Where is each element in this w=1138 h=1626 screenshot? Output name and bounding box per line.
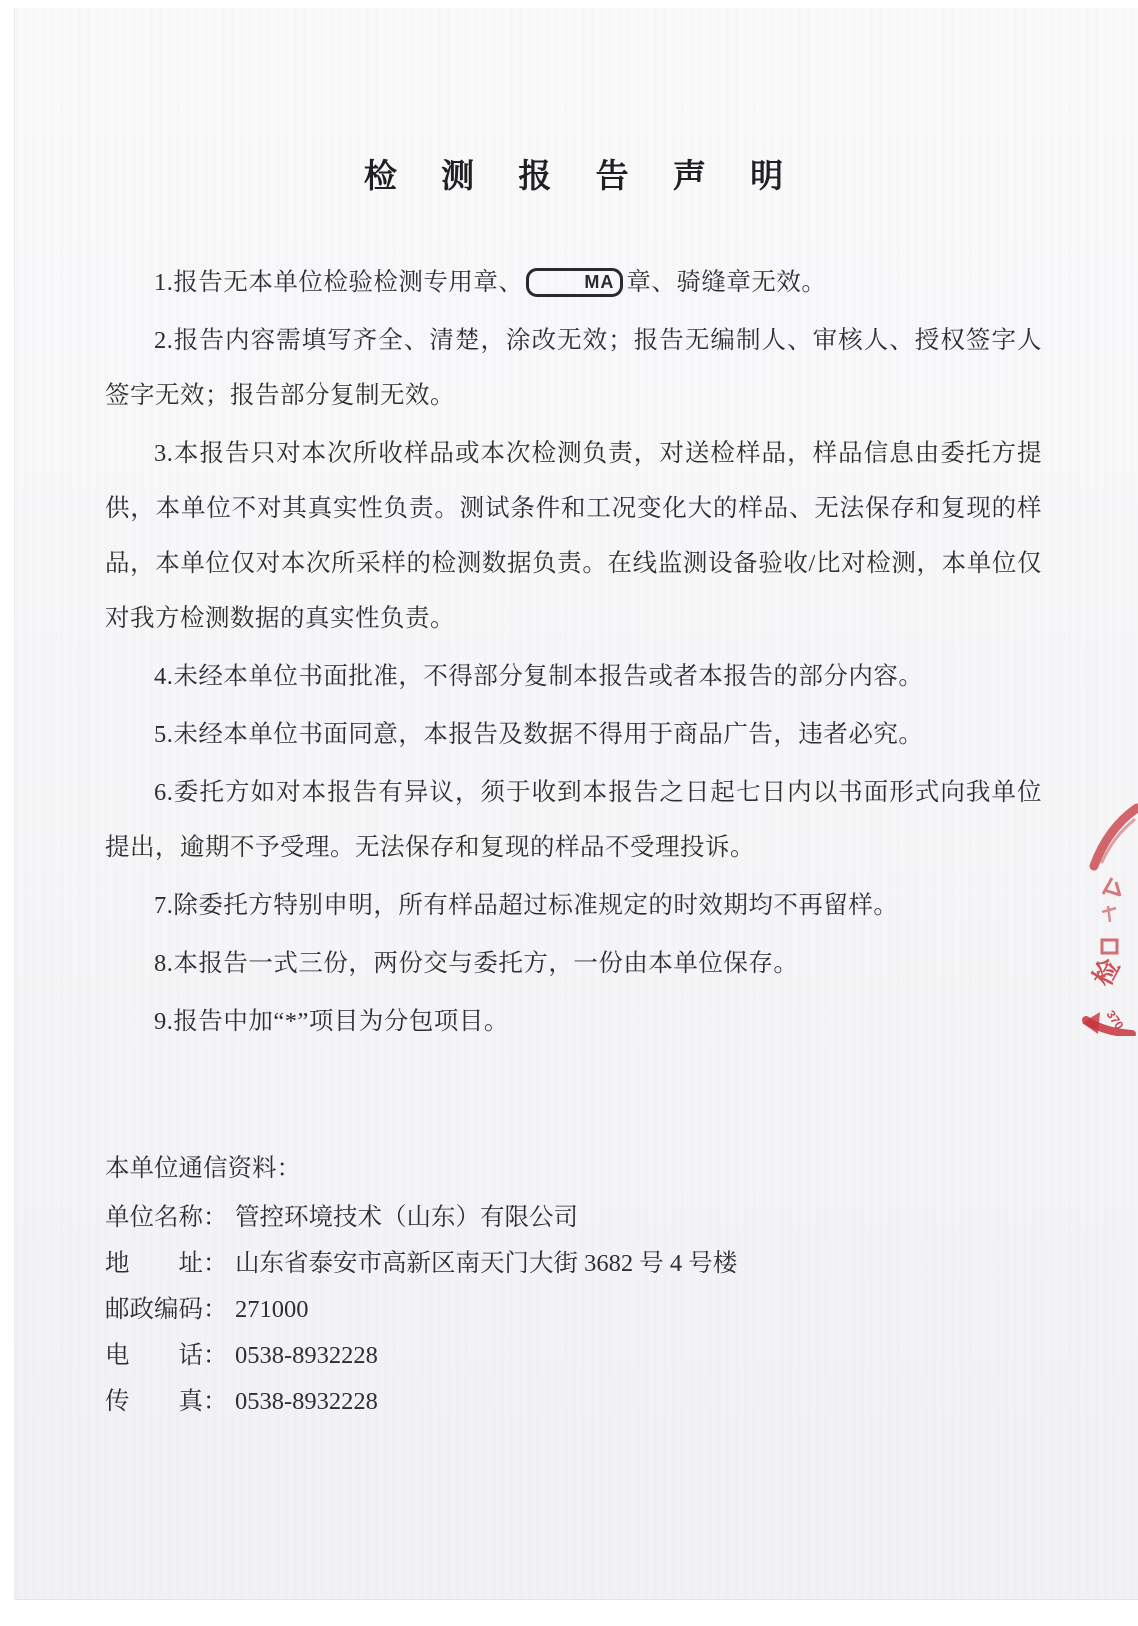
declaration-item-7: 7.除委托方特别申明，所有样品超过标准规定的时效期均不再留样。 [154, 892, 899, 919]
declaration-item-4: 4.未经本单位书面批准，不得部分复制本报告或者本报告的部分内容。 [154, 663, 924, 690]
contact-value-address: 山东省泰安市高新区南天门大街 3682 号 4 号楼 [235, 1250, 738, 1277]
contact-label-postcode: 邮政编码： [105, 1296, 228, 1323]
page-content [15, 8, 1138, 1425]
declaration-item-1-before: 1.报告无本单位检验检测专用章、 [154, 269, 524, 296]
declaration-item-1 [105, 255, 1042, 310]
page-title: 检 测 报 告 声 明 [363, 159, 802, 195]
contact-label-address: 地 址： [105, 1250, 228, 1277]
declaration-item-5: 5.未经本单位书面同意，本报告及数据不得用于商品广告，违者必究。 [154, 721, 924, 748]
contact-row-phone [105, 1333, 1042, 1379]
contact-label-company: 单位名称： [105, 1204, 228, 1231]
seal-number: 370 [1103, 1007, 1127, 1033]
seal-char: 检 [1087, 954, 1126, 991]
declaration-item-6: 6.委托方如对本报告有异议，须于收到本报告之日起七日内以书面形式向我单位提出，逾期不予受理。无法保存和复现的样品不受理投诉。 [105, 779, 1042, 861]
declaration-item-1-after: 章、骑缝章无效。 [626, 269, 827, 296]
contact-row-company [105, 1195, 1042, 1241]
contact-value-fax: 0538-8932228 [235, 1388, 378, 1415]
contact-row-postcode [105, 1287, 1042, 1333]
contact-label-fax: 传 真： [105, 1388, 228, 1415]
scanned-page [14, 8, 1138, 1600]
declaration-item-8: 8.本报告一式三份，两份交与委托方，一份由本单位保存。 [154, 950, 799, 977]
cma-mark-icon: MA [526, 268, 623, 297]
contact-value-phone: 0538-8932228 [235, 1342, 378, 1369]
contact-heading: 本单位通信资料： [105, 1155, 301, 1182]
contact-value-company: 管控环境技术（山东）有限公司 [235, 1204, 578, 1231]
declaration-item-3: 3.本报告只对本次所收样品或本次检测负责，对送检样品，样品信息由委托方提供，本单位不对其真实性负责。测试条件和工况变化大的样品、无法保存和复现的样品，本单位仅对本次所采样的检测数据负责。在线监测设备验收/比对检测，本单位仅对我方检测数据的真实性负责。 [105, 440, 1042, 632]
contact-section [105, 1145, 1042, 1425]
contact-row-fax [105, 1379, 1042, 1425]
contact-row-address [105, 1241, 1042, 1287]
declaration-item-2: 2.报告内容需填写齐全、清楚，涂改无效；报告无编制人、审核人、授权签字人签字无效；报告部分复制无效。 [105, 327, 1042, 409]
declaration-item-9: 9.报告中加“*”项目为分包项目。 [154, 1008, 509, 1035]
contact-value-postcode: 271000 [235, 1296, 309, 1323]
contact-label-phone: 电 话： [105, 1342, 228, 1369]
